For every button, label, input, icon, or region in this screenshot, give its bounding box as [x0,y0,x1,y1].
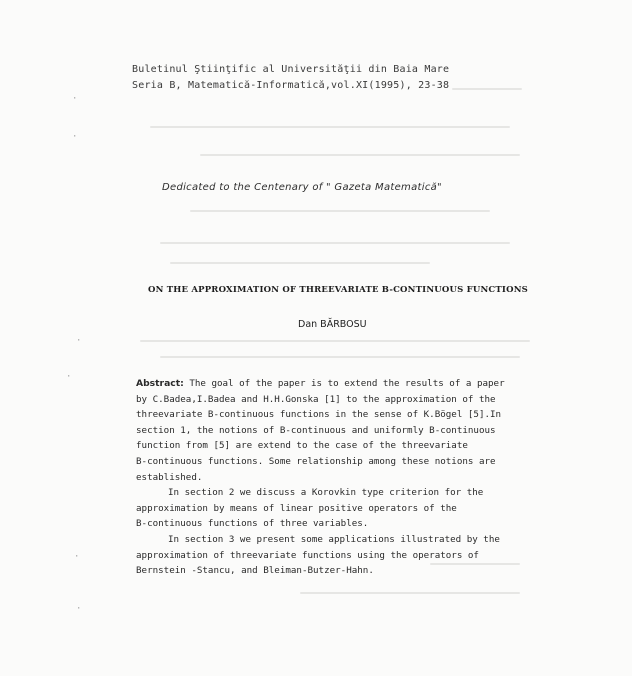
abstract-label: Abstract: [136,378,184,389]
abstract-line: Abstract: The goal of the paper is to extend the results of a paper [136,378,505,389]
abstract-line: B-continuous functions of three variables. [136,518,369,530]
abstract-line: function from [5] are extend to the case of the threevariate [136,440,468,452]
margin-speck: · [66,372,72,382]
bleed-through-mark [170,262,430,264]
margin-speck: · [76,604,82,614]
margin-speck: · [72,94,78,104]
abstract-line: established. [136,471,203,483]
abstract-line: approximation by means of linear positive operators of the [136,502,457,514]
bleed-through-mark [452,88,522,90]
abstract-block [136,376,536,579]
journal-header [132,62,449,94]
dedication: Dedicated to the Centenary of " Gazeta Matematică" [162,182,442,193]
margin-speck: · [74,552,80,562]
abstract-line: In section 3 we present some applications illustrated by the [168,533,500,545]
bleed-through-mark [200,154,520,156]
abstract-line: section 1, the notions of B-continuous and uniformly B-continuous [136,424,496,436]
author-name: Dan BĂRBOSU [298,319,367,330]
margin-speck: · [76,336,82,346]
bleed-through-mark [140,340,530,342]
bleed-through-mark [150,126,510,128]
journal-series-line: Seria B, Matematică-Informatică,vol.XI(1995), 23-38 [132,80,450,91]
margin-speck: · [72,132,78,142]
abstract-line: threevariate B-continuous functions in the sense of K.Bögel [5].In [136,409,502,421]
abstract-line: Bernstein -Stancu, and Bleiman-Butzer-Hahn. [136,565,374,577]
bleed-through-mark [190,210,490,212]
abstract-line: approximation of threevariate functions using the operators of [136,549,479,561]
paper-title: ON THE APPROXIMATION OF THREEVARIATE B-CONTINUOUS FUNCTIONS [148,285,529,295]
abstract-line: In section 2 we discuss a Korovkin type criterion for the [168,487,484,499]
bleed-through-mark [300,592,520,594]
abstract-line: B-continuous functions. Some relationship among these notions are [136,455,496,467]
journal-title-line: Buletinul Ştiinţific al Universităţii din Baia Mare [132,64,450,75]
bleed-through-mark [160,356,520,358]
abstract-line: by C.Badea,I.Badea and H.H.Gonska [1] to the approximation of the [136,393,496,405]
bleed-through-mark [160,242,510,244]
